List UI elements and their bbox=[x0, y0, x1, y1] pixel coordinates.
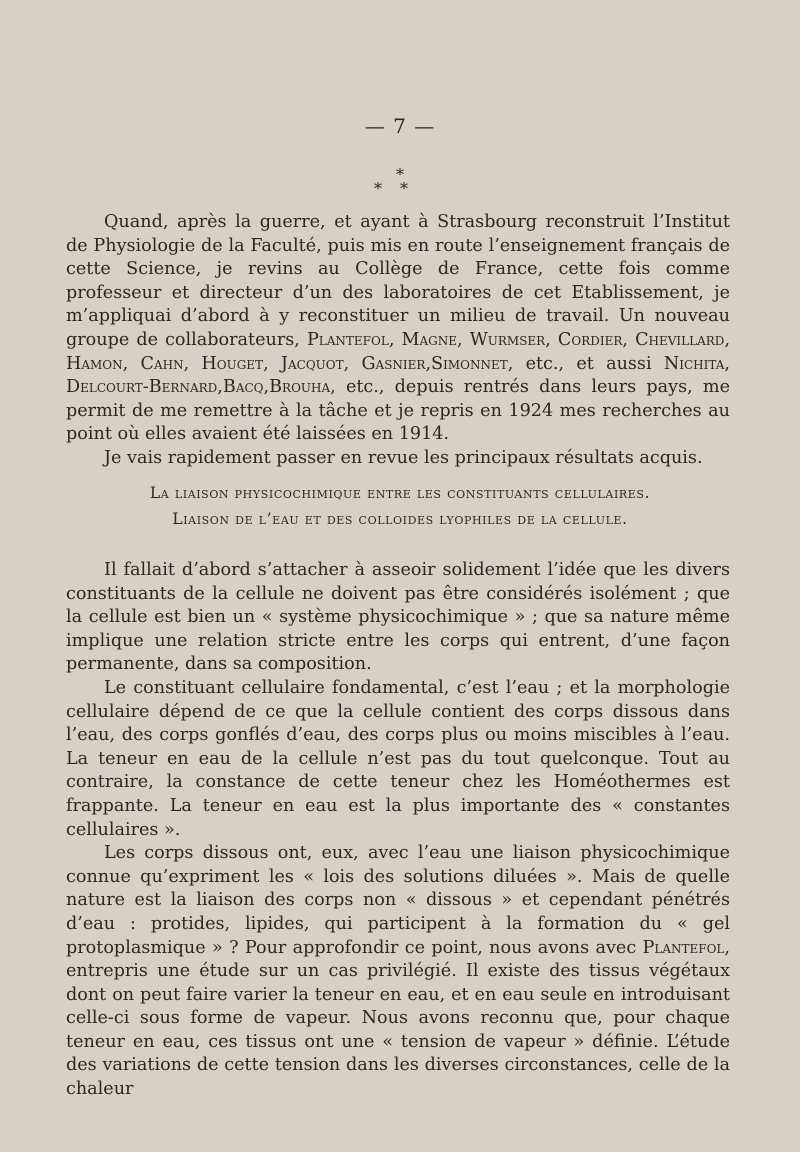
author-name: Bacq bbox=[222, 377, 264, 398]
heading-line-2: Liaison de l’eau et des colloides lyophiles de la cellule. bbox=[172, 510, 628, 528]
author-name: Magne bbox=[401, 329, 458, 350]
separator-star-right: * bbox=[400, 179, 426, 198]
author-name: Plantefol bbox=[306, 329, 389, 350]
paragraph-water: Le constituant cellulaire fondamental, c’est l’eau ; et la morphologie cellulaire dépend de ce que la cellule contient des corps dissous dans l’eau, des corps gonflés d’eau, des corps plus ou moins miscibles à l’eau. La teneur en eau de la cellule n’est pas du tout quelconque. Tout au contraire, la constance de cette teneur chez les Homéothermes est frappante. La teneur en eau est la plus importante des « constantes cellulaires ». bbox=[66, 677, 730, 840]
author-name: Jacquot bbox=[280, 353, 344, 374]
author-name: Wurmser bbox=[469, 329, 546, 350]
author-name: Plantefol bbox=[642, 937, 725, 958]
text-run: , bbox=[388, 329, 402, 350]
text-run: , bbox=[724, 329, 731, 350]
author-name: Chevillard bbox=[635, 329, 725, 350]
separator-star-left: * bbox=[374, 179, 400, 198]
section2-text bbox=[66, 559, 730, 1102]
text-run: , entrepris une étude sur un cas privilégié. Il existe des tissus végétaux dont on peut faire varier la teneur en eau, et en eau seule en introduisant celle-ci sous forme de vapeur. Nous avons reconnu que, pour chaque teneur en eau, ces tissus ont une « tension de vapeur » définie. L’étude des variations de cette tension dans les diverses circonstances, celle de la chaleur bbox=[66, 937, 730, 1100]
text-run: Les corps dissous ont, eux, avec l’eau une liaison physicochimique connue qu’expriment les « lois des solutions diluées ». Mais de quelle nature est la liaison des corps non « dissous » et cependant pénétrés d’eau : protides, lipides, qui participent à la formation du « gel protoplasmique » ? Pour approfondir ce point, nous avons avec bbox=[66, 843, 730, 958]
text-run: , bbox=[122, 353, 141, 374]
author-name: Delcourt-Bernard bbox=[66, 377, 218, 398]
text-run: , bbox=[217, 377, 223, 398]
author-name: Nichita bbox=[663, 353, 725, 374]
text-run: , etc., depuis rentrés dans leurs pays, me permit de me remettre à la tâche et je repris en 1924 mes recherches au point où elles avaient été laissées en 1914. bbox=[66, 377, 730, 445]
paragraph-review: Je vais rapidement passer en revue les principaux résultats acquis. bbox=[104, 447, 703, 468]
text-run: , etc., et aussi bbox=[507, 353, 664, 374]
separator-star-pair bbox=[0, 179, 800, 198]
paragraph-vapor bbox=[66, 842, 730, 1102]
text-run: Quand, après la guerre, et ayant à Strasbourg reconstruit l’Institut de Physiologie de la Faculté, puis mis en route l’enseignement français de cette Science, je revins au Collège de France, cette fois comme professeur et directeur d’un des laboratoires de cet Etablissement, je m’appliquai d’abord à y reconstituer un milieu de travail. Un nouveau groupe de collaborateurs, bbox=[66, 212, 730, 350]
text-run: , bbox=[724, 353, 730, 374]
author-name: Hamon bbox=[66, 353, 123, 374]
author-name: Gasnier bbox=[361, 353, 426, 374]
paragraph-collaborators bbox=[66, 211, 730, 447]
page-number: — 7 — bbox=[364, 114, 436, 138]
text-run: , bbox=[263, 377, 270, 398]
text-run: , bbox=[622, 329, 636, 350]
author-name: Brouha bbox=[269, 377, 331, 398]
text-run: , bbox=[425, 353, 432, 374]
text-run: , bbox=[263, 353, 281, 374]
text-run: , bbox=[457, 329, 470, 350]
heading-line-1: La liaison physicochimique entre les constituants cellulaires. bbox=[149, 484, 651, 502]
author-name: Houget bbox=[201, 353, 264, 374]
separator-star-top: * bbox=[396, 165, 404, 184]
text-run: , bbox=[545, 329, 558, 350]
text-run: , bbox=[183, 353, 202, 374]
author-name: Simonnet bbox=[431, 353, 508, 374]
section-separator bbox=[0, 165, 800, 198]
section1-text bbox=[66, 211, 730, 471]
paragraph-system: Il fallait d’abord s’attacher à asseoir solidement l’idée que les divers constituants de la cellule ne doivent pas être considérés isolément ; que la cellule est bien un « système physicochimique » ; que sa nature même implique une relation stricte entre les corps qui entrent, d’une façon permanente, dans sa composition. bbox=[66, 560, 730, 675]
author-name: Cahn bbox=[140, 353, 184, 374]
section-heading bbox=[0, 480, 800, 532]
text-run: , bbox=[343, 353, 362, 374]
author-name: Cordier bbox=[557, 329, 623, 350]
